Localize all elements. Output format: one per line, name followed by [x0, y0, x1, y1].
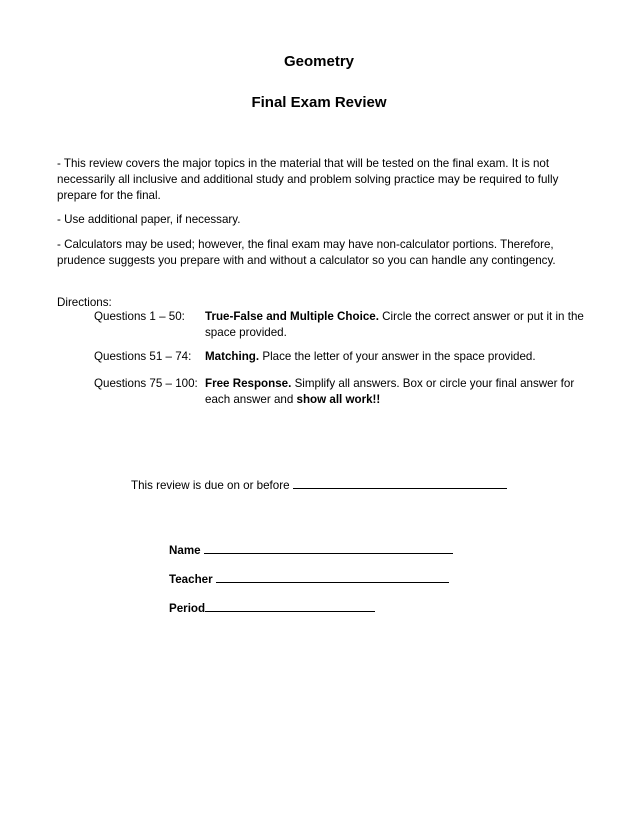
question-instructions: [205, 349, 585, 365]
page-subtitle: Final Exam Review: [251, 94, 387, 111]
note-paper: - Use additional paper, if necessary.: [57, 213, 241, 226]
question-range: Questions 1 – 50:: [94, 310, 185, 323]
period-label: Period: [169, 602, 206, 615]
due-date-label: This review is due on or before: [131, 479, 290, 492]
question-range: Questions 51 – 74:: [94, 350, 192, 363]
name-field: [169, 542, 453, 557]
section-type: True-False and Multiple Choice.: [205, 310, 379, 323]
period-blank[interactable]: [205, 600, 375, 612]
instruction-text: Place the letter of your answer in the space provided.: [259, 350, 536, 363]
name-label: Name: [169, 544, 201, 557]
note-coverage: - This review covers the major topics in the material that will be tested on the final exam. It is not necessarily all inclusive and additional study and problem solving practice may be required to fully prepare for the final.: [57, 157, 559, 202]
question-instructions: [205, 376, 585, 408]
teacher-label: Teacher: [169, 573, 213, 586]
due-date-line: [131, 477, 507, 492]
due-date-blank[interactable]: [293, 477, 507, 489]
teacher-blank[interactable]: [216, 571, 449, 583]
instruction-text: Simplify all answers. Box or circle your final answer for each answer and: [205, 377, 575, 406]
emphasis-text: show all work!!: [296, 393, 381, 406]
page-title: Geometry: [283, 53, 355, 70]
section-type: Free Response.: [205, 377, 292, 390]
question-instructions: [205, 309, 585, 341]
directions-label: Directions:: [57, 296, 112, 309]
question-range: Questions 75 – 100:: [94, 377, 198, 390]
section-type: Matching.: [205, 350, 260, 363]
teacher-field: [169, 571, 449, 586]
note-calculator: - Calculators may be used; however, the final exam may have non-calculator portions. Therefore, prudence suggests you prepare with and without a calculator so you can handle any contingency.: [57, 238, 556, 267]
name-blank[interactable]: [204, 542, 453, 554]
period-field: [169, 600, 375, 615]
instruction-text: Circle the correct answer or put it in the space provided.: [205, 310, 584, 339]
